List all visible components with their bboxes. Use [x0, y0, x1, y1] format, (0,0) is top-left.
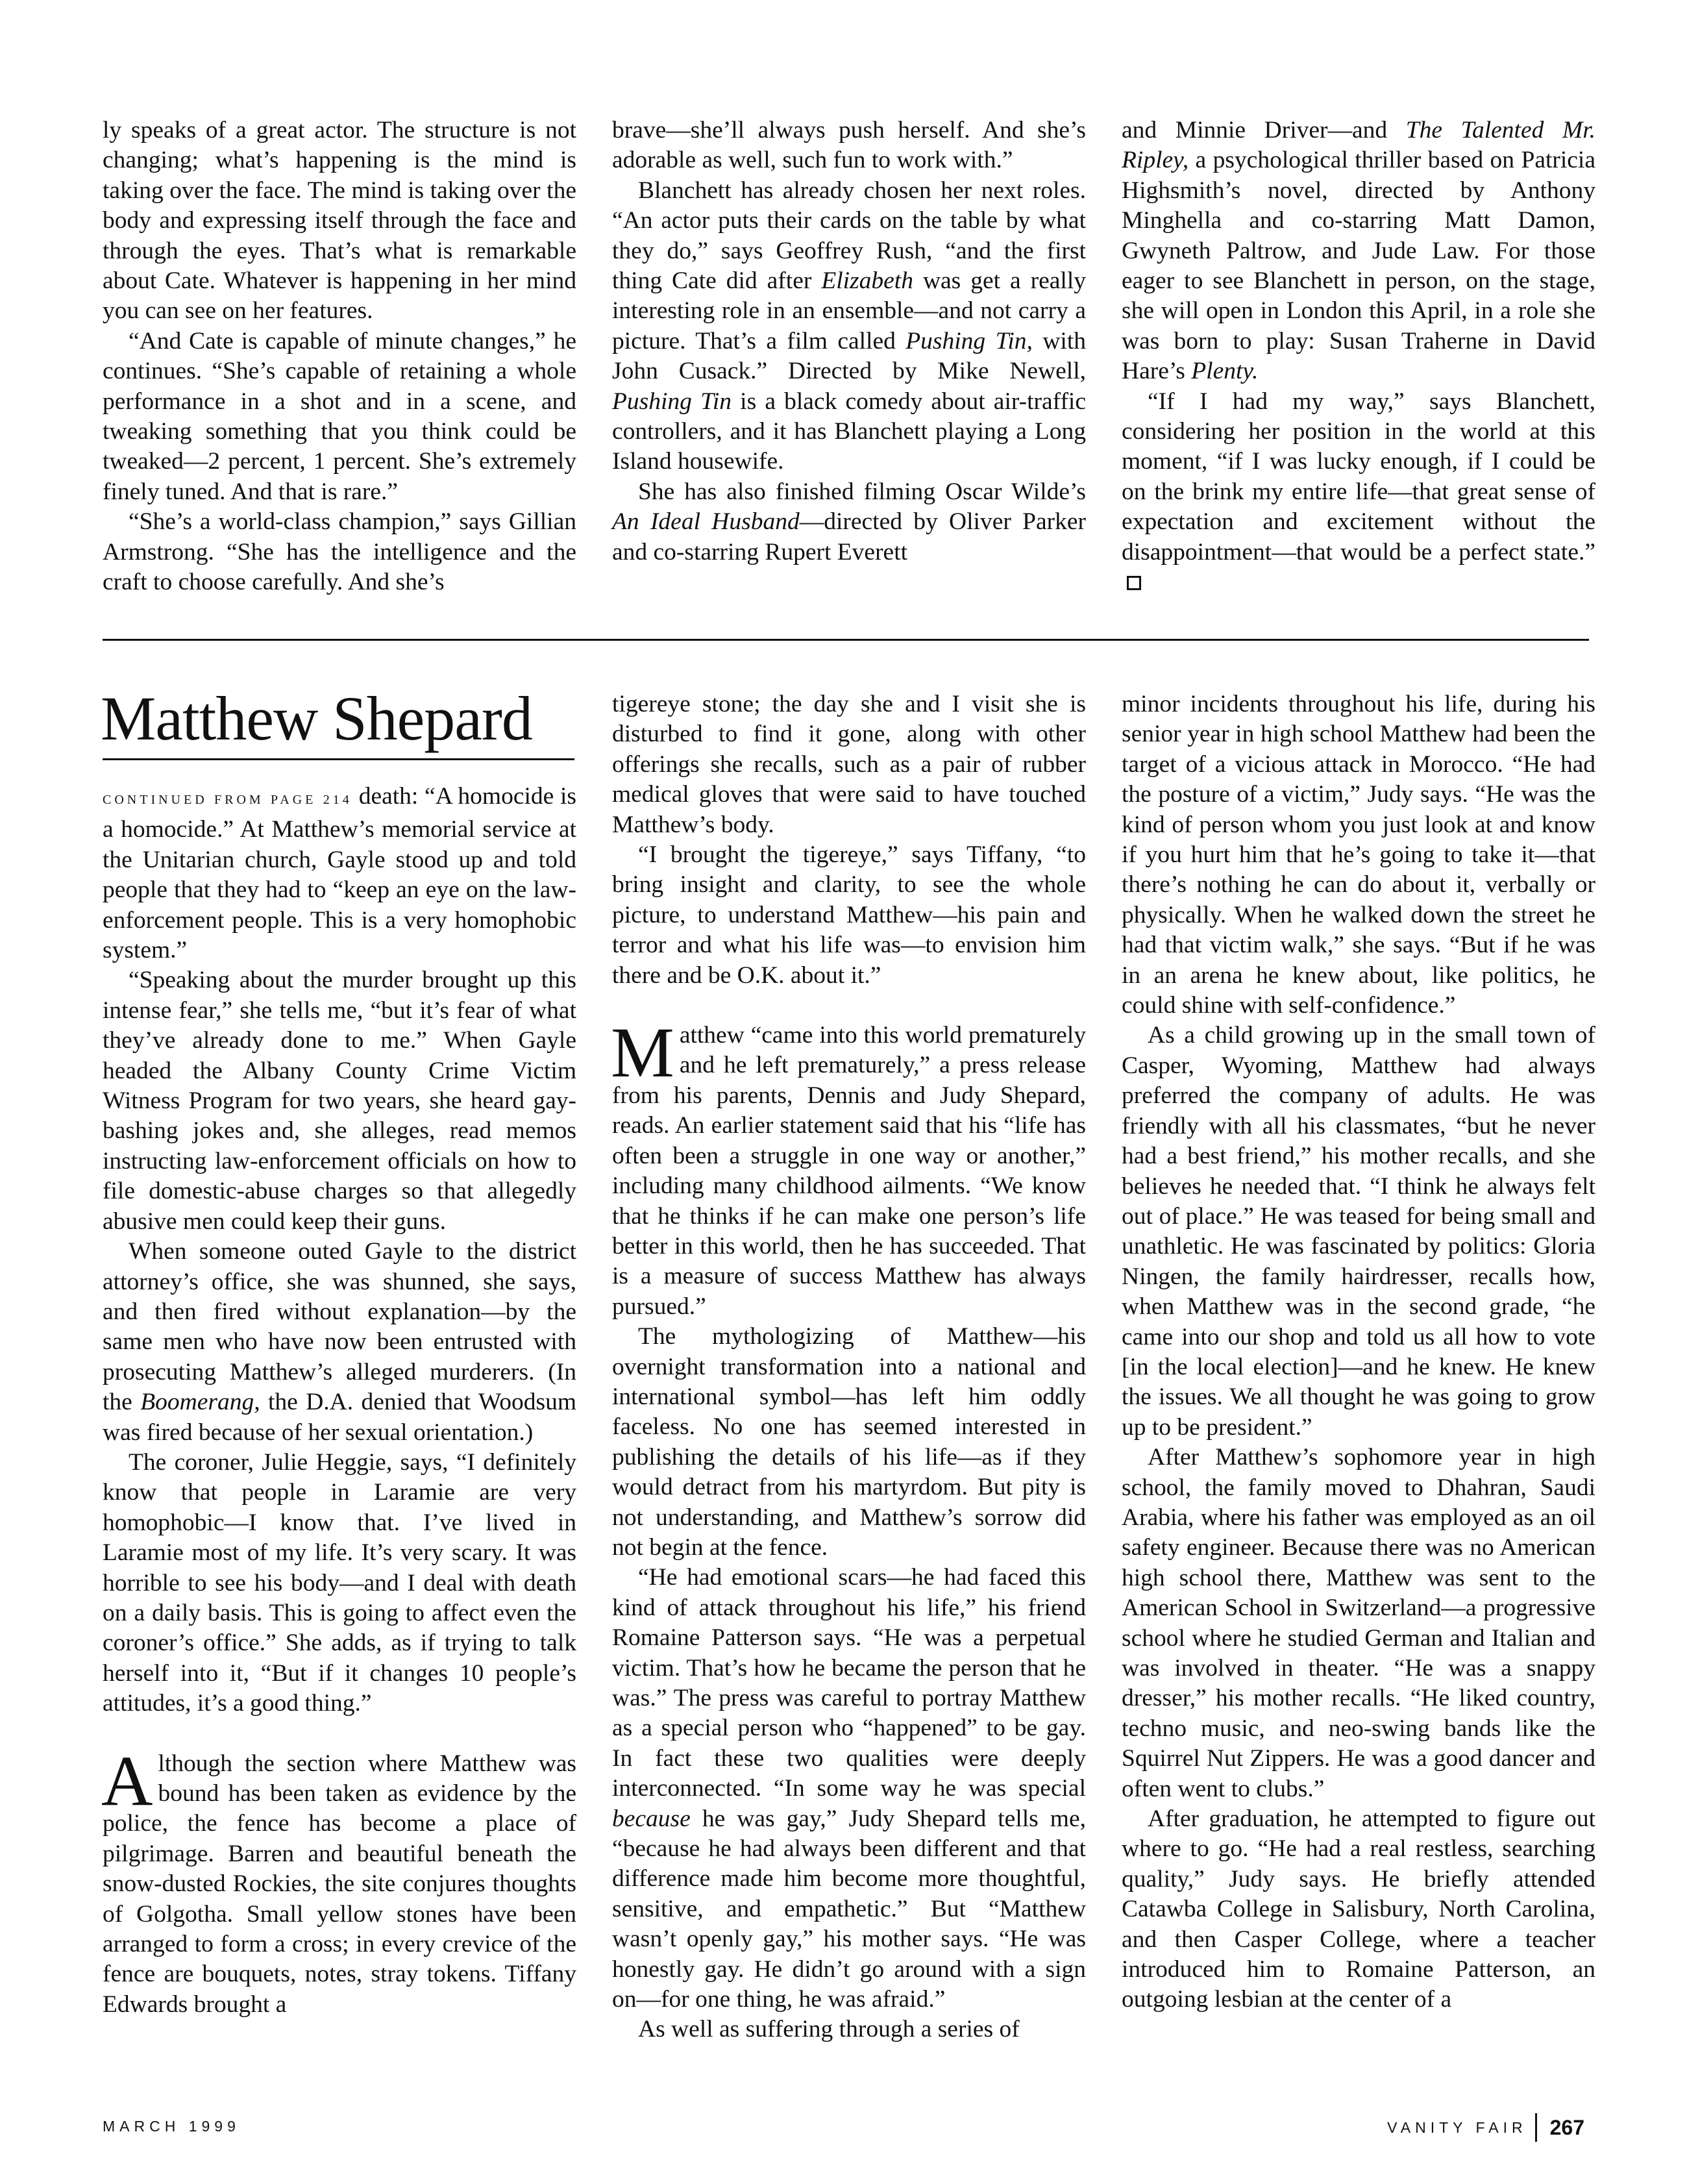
drop-cap: A	[101, 1741, 153, 1820]
article-column-2	[612, 689, 1086, 2045]
drop-cap: M	[611, 1013, 674, 1093]
magazine-name: VANITY FAIR	[1387, 2118, 1527, 2136]
paragraph: The coroner, Julie Heggie, says, “I definitely know that people in Laramie are very homophobic—I know that. I’ve lived in Laramie most of my life. It’s very scary. It was horrible to see his body—and I deal with death on a daily basis. This is going to affect even the coroner’s office.” She adds, as if trying to talk herself into it, “But if it changes 10 people’s attitudes, it’s a good thing.”	[103, 1448, 576, 1717]
paragraph: “I brought the tigereye,” says Tiffany, “to bring insight and clarity, to see the whole picture, to understand Matthew—his pain and terror and what his life was—to envision him there and be O.K. about it.”	[612, 841, 1086, 989]
top-column-1	[103, 116, 576, 598]
paragraph: She has also finished filming Oscar Wilde’s An Ideal Husband—directed by Oliver Parker and co-starring Rupert Everett	[612, 478, 1086, 565]
top-column-2	[612, 116, 1086, 567]
issue-date: MARCH 1999	[103, 2118, 240, 2135]
paragraph: As well as suffering through a series of	[638, 2016, 1020, 2043]
paragraph: and Minnie Driver—and The Talented Mr. Ripley, a psychological thriller based on Patricia Highsmith’s novel, directed by Anthony Minghella and co-starring Matt Damon, Gwyneth Paltrow, and Jude Law. For those eager to see Blanchett in person, on the stage, she will open in London this April, in a role she was born to play: Susan Traherne in David Hare’s Plenty.	[1122, 117, 1596, 385]
article-column-1	[101, 782, 576, 2018]
end-mark-icon	[1127, 576, 1141, 590]
folio-separator	[1535, 2113, 1537, 2142]
paragraph: After graduation, he attempted to figure out where to go. “He had a real restless, searching quality,” Judy says. He briefly attended Catawba College in Salisbury, North Carolina, and then Casper College, where a teacher introduced him to Romaine Patterson, an outgoing lesbian at the center of a	[1122, 1806, 1595, 2013]
section-divider	[103, 639, 1589, 641]
page-number: 267	[1549, 2115, 1584, 2139]
paragraph: “Speaking about the murder brought up this intense fear,” she tells me, “but it’s fear of what they’ve already done to me.” When Gayle headed the Albany County Crime Victim Witness Program for two years, she heard gay-bashing jokes and, she alleges, read memos instructing law-enforcement officials on how to file domestic-abuse charges so that allegedly abusive men could keep their guns.	[103, 967, 576, 1235]
paragraph: “He had emotional scars—he had faced this kind of attack throughout his life,” his friend Romaine Patterson says. “He was a perpetual victim. That’s how he became the person that he was.” The press was careful to portray Matthew as a special person who “happened” to be gay. In fact these two qualities were deeply interconnected. “In some way he was special because he was gay,” Judy Shepard tells me, “because he had always been different and that difference made him become more thoughtful, sensitive, and empathetic.” But “Matthew wasn’t openly gay,” his mother says. “He was honestly gay. He didn’t go around with a sign on—for one thing, he was afraid.”	[612, 1564, 1086, 2013]
paragraph: tigereye stone; the day she and I visit she is disturbed to find it gone, along with other offerings she recalls, such as a pair of rubber medical gloves that were said to have touched Matthew’s body.	[612, 691, 1086, 838]
folio	[1387, 2113, 1584, 2142]
title-rule	[103, 758, 574, 760]
paragraph: Although the section where Matthew was bound has been taken as evidence by the police, the fence has become a place of pilgrimage. Barren and beautiful beneath the snow-dusted Rockies, the site conjures thoughts of Golgotha. Small yellow stones have been arranged to form a cross; in every crevice of the fence are bouquets, notes, stray tokens. Tiffany Edwards brought a	[101, 1741, 576, 2018]
paragraph: brave—she’ll always push herself. And she’s adorable as well, such fun to work with.”	[612, 117, 1086, 174]
paragraph: CONTINUED FROM PAGE 214 death: “A homocide is a homocide.” At Matthew’s memorial service at the Unitarian church, Gayle stood up and told people that they had to “keep an eye on the law-enforcement people. This is a very homophobic system.”	[103, 783, 576, 964]
paragraph: After Matthew’s sophomore year in high school, the family moved to Dhahran, Saudi Arabia, where his father was employed as an oil safety engineer. Because there was no American high school there, Matthew was sent to the American School in Switzerland—a progressive school where he studied German and Italian and was involved in theater. “He was a snappy dresser,” his mother recalls. “He liked country, techno music, and neo-swing bands like the Squirrel Nut Zippers. He was a good dancer and often went to clubs.”	[1122, 1444, 1595, 1802]
paragraph: Matthew “came into this world prematurely and he left prematurely,” a press release from his parents, Dennis and Judy Shepard, reads. An earlier statement said that his “life has often been a struggle in one way or another,” including many childhood ailments. “We know that he thinks if he can make one person’s life better in this world, then he has succeeded. That is a measure of success Matthew has always pursued.”	[611, 1013, 1086, 1320]
paragraph: “And Cate is capable of minute changes,” he continues. “She’s capable of retaining a whole performance in a shot and in a scene, and tweaking something that you think could be tweaked—2 percent, 1 percent. She’s extremely finely tuned. And that is rare.”	[103, 327, 576, 505]
paragraph: When someone outed Gayle to the district attorney’s office, she was shunned, she says, and then fired without explanation—by the same men who have now been entrusted with prosecuting Matthew’s alleged murderers. (In the Boomerang, the D.A. denied that Woodsum was fired because of her sexual orientation.)	[103, 1238, 576, 1446]
paragraph: minor incidents throughout his life, during his senior year in high school Matthew had been the target of a vicious attack in Morocco. “He had the posture of a victim,” Judy says. “He was the kind of person whom you just look at and know if you hurt him that he’s going to take it—that there’s nothing he can do about it, verbally or physically. When he walked down the street he had that victim walk,” she says. “But if he was in an arena he knew about, like politics, he could shine with self-confidence.”	[1122, 691, 1595, 1019]
paragraph: The mythologizing of Matthew—his overnight transformation into a national and international symbol—has left him oddly faceless. No one has seemed interested in publishing the details of his life—as if they would detract from his martyrdom. But pity is not understanding, and Matthew’s sorrow did not begin at the fence.	[612, 1323, 1086, 1561]
paragraph: ly speaks of a great actor. The structure is not changing; what’s happening is the mind is taking over the face. The mind is taking over the body and expressing itself through the face and through the eyes. That’s what is remarkable about Cate. Whatever is happening in her mind you can see on her features.	[103, 117, 576, 325]
article-column-3	[1122, 689, 1595, 2015]
paragraph: “If I had my way,” says Blanchett, considering her position in the world at this moment, “if I was lucky enough, if I could be on the brink my entire life—that great sense of expectation and excitement without the disappointment—that would be a perfect state.”	[1122, 387, 1595, 598]
paragraph: “She’s a world-class champion,” says Gillian Armstrong. “She has the intelligence and the craft to choose carefully. And she’s	[103, 508, 576, 596]
paragraph: Blanchett has already chosen her next roles. “An actor puts their cards on the table by what they do,” says Geoffrey Rush, “and the first thing Cate did after Elizabeth was get a really interesting role in an ensemble—and not carry a picture. That’s a film called Pushing Tin, with John Cusack.” Directed by Mike Newell, Pushing Tin is a black comedy about air-traffic controllers, and it has Blanchett playing a Long Island housewife.	[612, 177, 1087, 475]
continued-from-kicker: CONTINUED FROM PAGE 214	[103, 793, 352, 807]
article-title: Matthew Shepard	[101, 684, 532, 753]
top-column-3	[1122, 116, 1595, 598]
paragraph: As a child growing up in the small town of Casper, Wyoming, Matthew had always preferred the company of adults. He was friendly with all his classmates, “but he never had a best friend,” his mother recalls, and she believes he needed that. “I think he always felt out of place.” He was teased for being small and unathletic. He was fascinated by politics: Gloria Ningen, the family hairdresser, recalls how, when Matthew was in the second grade, “he came into our shop and told us all how to vote [in the local election]—and he knew. He knew the issues. We all thought he was going to grow up to be president.”	[1122, 1022, 1595, 1441]
